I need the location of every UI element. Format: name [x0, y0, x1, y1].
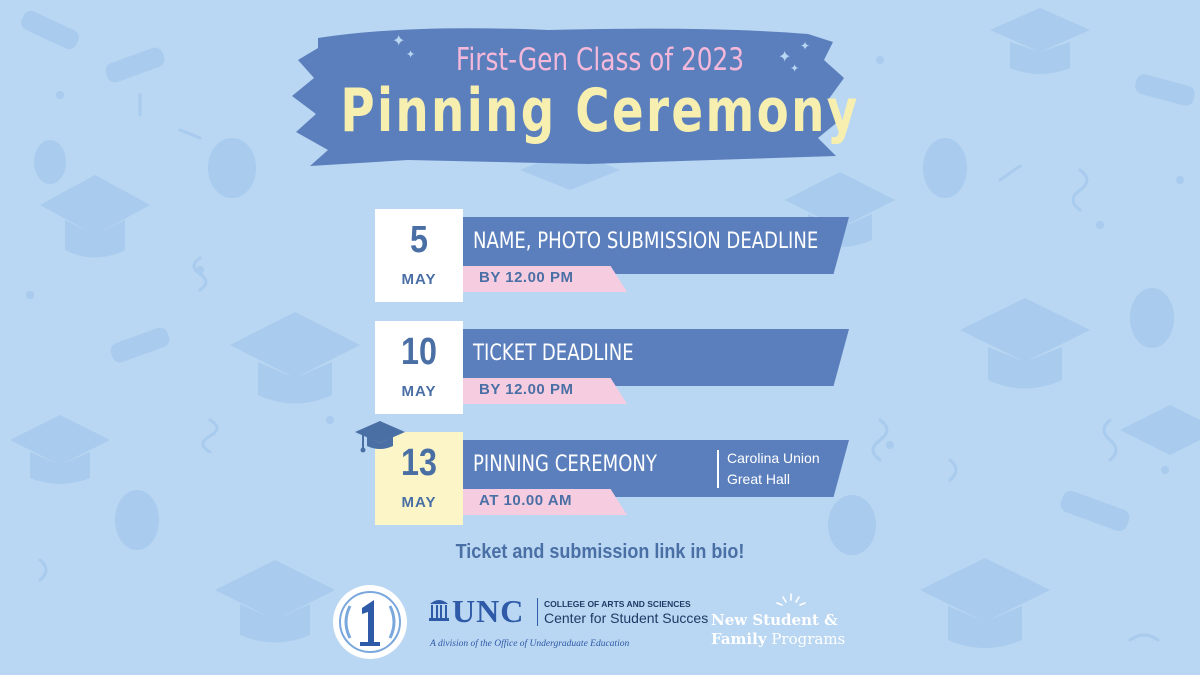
event-time: BY 12.00 PM [479, 381, 574, 398]
graduation-cap-icon [353, 418, 407, 458]
unc-wordmark: UNC [452, 593, 525, 629]
event-time: BY 12.00 PM [479, 269, 574, 286]
event-month: MAY [401, 494, 437, 511]
diploma-icon [1133, 73, 1196, 108]
sparkle-icon: ✦ [406, 49, 416, 61]
sunburst-icon [776, 592, 806, 608]
event-label: TICKET DEADLINE [473, 341, 634, 366]
banner-title: Pinning Ceremony [340, 76, 860, 146]
diploma-icon [19, 8, 82, 51]
nsfp-logo-line2 [711, 630, 845, 648]
event-day: 10 [401, 331, 437, 373]
sparkle-icon: ✦ [790, 63, 800, 75]
venue-divider [717, 450, 719, 488]
event-month: MAY [401, 383, 437, 400]
event-venue [727, 448, 820, 490]
nsfp-logo-line1: New Student & [711, 611, 838, 629]
unc-divider [537, 598, 538, 626]
unc-college-name: COLLEGE OF ARTS AND SCIENCES [544, 599, 691, 609]
graduation-cap-icon [40, 175, 150, 258]
diploma-icon [1058, 489, 1131, 534]
event-day: 13 [401, 442, 437, 484]
diploma-icon [103, 45, 166, 84]
graduation-cap-icon [230, 312, 360, 404]
sparkle-icon: ✦ [778, 49, 792, 66]
event-row [375, 209, 855, 304]
event-date [375, 209, 463, 302]
balloon-icon [34, 140, 66, 184]
sparkle-icon: ✦ [392, 33, 406, 50]
banner-subtitle: First-Gen Class of 2023 [455, 42, 745, 78]
balloon-icon [923, 138, 967, 198]
venue-line: Carolina Union [727, 450, 820, 466]
call-to-action: Ticket and submission link in bio! [455, 541, 745, 563]
nsfp-family: Family [711, 630, 767, 648]
venue-line: Great Hall [727, 471, 791, 487]
event-row [375, 432, 855, 527]
event-month: MAY [401, 271, 437, 288]
sparkle-icon: ✦ [800, 39, 811, 53]
event-date [375, 321, 463, 414]
balloon-icon [1130, 288, 1174, 348]
unc-center-name: Center for Student Succes [544, 610, 709, 626]
diploma-icon [108, 325, 171, 364]
nsfp-programs: Programs [766, 630, 846, 648]
event-label: NAME, PHOTO SUBMISSION DEADLINE [473, 229, 819, 254]
event-label: PINNING CEREMONY [473, 452, 657, 477]
event-row [375, 321, 855, 416]
graduation-cap-icon [10, 415, 110, 484]
graduation-cap-icon [1120, 405, 1200, 455]
laurel-seal-icon [332, 584, 408, 660]
event-day: 5 [410, 219, 428, 261]
graduation-cap-icon [990, 8, 1090, 74]
graduation-cap-icon [215, 560, 335, 643]
graduation-cap-icon [960, 298, 1090, 389]
unc-division-note: A division of the Office of Undergraduate Education [430, 639, 630, 649]
graduation-cap-icon [920, 558, 1050, 648]
event-time: AT 10.00 AM [479, 492, 573, 509]
old-well-icon [428, 596, 450, 622]
balloon-icon [208, 138, 256, 198]
